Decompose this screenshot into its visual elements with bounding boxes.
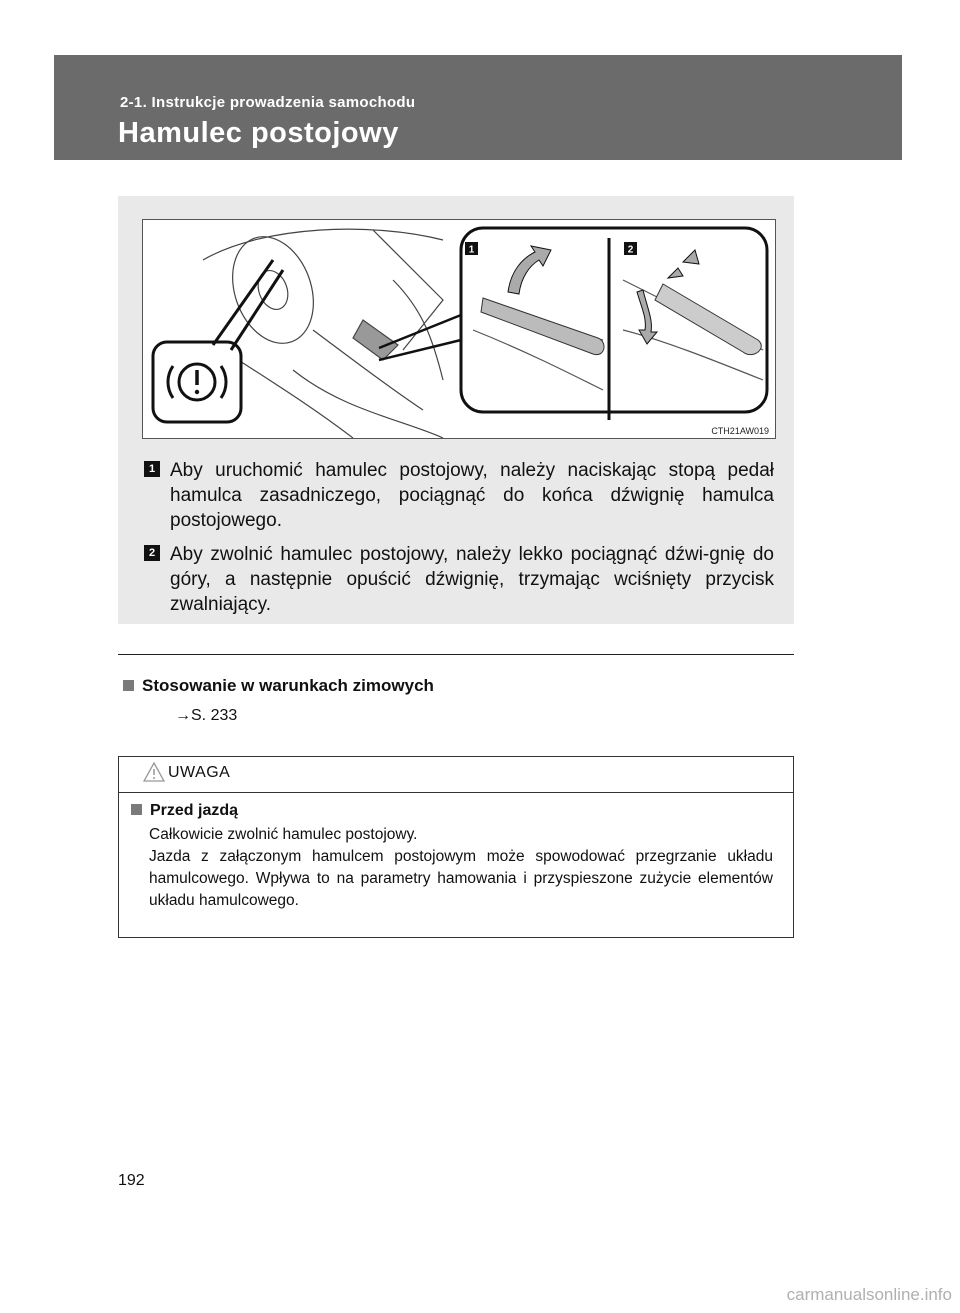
parking-brake-illustration bbox=[142, 219, 776, 439]
caution-subheading bbox=[127, 802, 773, 820]
step-number-badge: 1 bbox=[144, 461, 160, 477]
square-bullet-icon bbox=[123, 680, 134, 691]
page-number: 192 bbox=[118, 1172, 145, 1189]
step-number-badge: 2 bbox=[144, 545, 160, 561]
winter-heading-text: Stosowanie w warunkach zimowych bbox=[142, 676, 434, 695]
caution-box bbox=[118, 756, 794, 938]
step-item bbox=[144, 458, 774, 533]
warning-triangle-icon bbox=[143, 761, 165, 783]
step-text: Aby uruchomić hamulec postojowy, należy naciskając stopą pedał hamulca zasadniczego, pociągnąć do końca dźwignię hamulca postojowego. bbox=[170, 460, 774, 531]
winter-heading bbox=[123, 676, 434, 696]
caution-body bbox=[119, 793, 793, 912]
step-text: Aby zwolnić hamulec postojowy, należy lekko pociągnąć dźwi-gnię do góry, a następnie opuścić dźwignię, trzymając wciśnięty przycisk zwalniający. bbox=[170, 544, 774, 615]
square-bullet-icon bbox=[131, 804, 142, 815]
steps-list bbox=[144, 458, 774, 626]
caution-label: UWAGA bbox=[168, 764, 231, 781]
info-box bbox=[118, 196, 794, 624]
image-code: CTH21AW019 bbox=[711, 426, 769, 436]
callout-2: 2 bbox=[627, 244, 634, 256]
section-divider bbox=[118, 654, 794, 655]
caution-line: Całkowicie zwolnić hamulec postojowy. bbox=[149, 826, 418, 843]
callout-1: 1 bbox=[468, 244, 475, 256]
caution-line: Jazda z załączonym hamulcem postojowym może spowodować przegrzanie układu hamulcowego. Wpływa to na parametry hamowania i przyspieszone zużycie elementów układu hamulcowego. bbox=[149, 848, 773, 909]
caution-subheading-text: Przed jazdą bbox=[150, 802, 239, 819]
caution-header bbox=[119, 757, 793, 793]
section-label: 2-1. Instrukcje prowadzenia samochodu bbox=[120, 94, 416, 111]
page-reference-link[interactable]: →S. 233 bbox=[175, 707, 238, 724]
step-item bbox=[144, 542, 774, 617]
page-title: Hamulec postojowy bbox=[118, 117, 399, 149]
car-interior-drawing bbox=[143, 220, 775, 438]
watermark: carmanualsonline.info bbox=[786, 1285, 952, 1304]
